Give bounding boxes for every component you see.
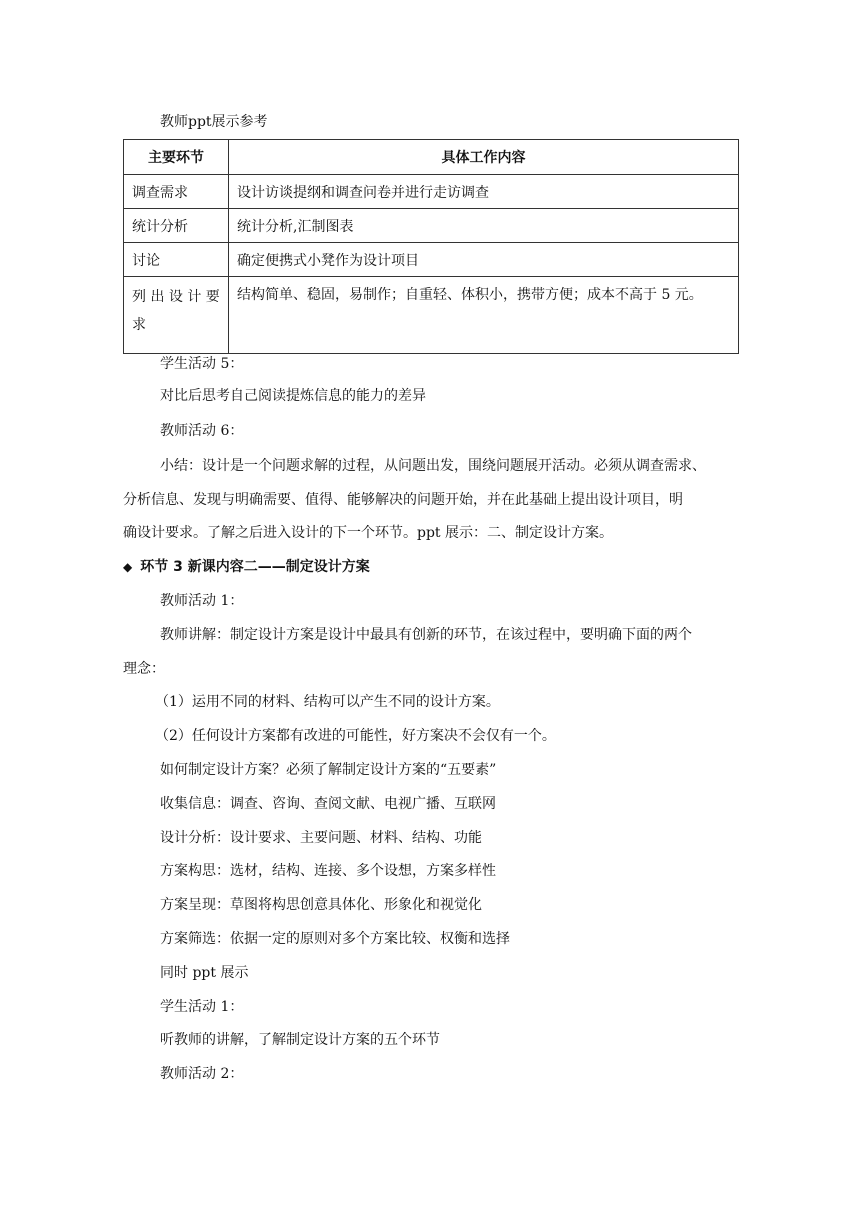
paragraph: 方案筛选：依据一定的原则对多个方案比较、权衡和选择 <box>160 931 510 947</box>
paragraph: 教师活动 2： <box>160 1066 244 1082</box>
table-header: 具体工作内容 <box>229 140 739 175</box>
table-row <box>124 175 739 209</box>
table-row <box>124 243 739 277</box>
paragraph: 小结：设计是一个问题求解的过程，从问题出发，围绕问题展开活动。必须从调查需求、 <box>160 458 706 474</box>
paragraph: 对比后思考自己阅读提炼信息的能力的差异 <box>160 388 426 404</box>
paragraph: 分析信息、发现与明确需要、值得、能够解决的问题开始，并在此基础上提出设计项目，明 <box>123 492 683 508</box>
table-header: 主要环节 <box>124 140 229 175</box>
paragraph: 教师讲解：制定设计方案是设计中最具有创新的环节，在该过程中，要明确下面的两个 <box>160 627 692 643</box>
paragraph: 听教师的讲解，了解制定设计方案的五个环节 <box>160 1032 440 1048</box>
table-cell: 统计分析,汇制图表 <box>229 209 739 243</box>
paragraph: 理念： <box>123 661 165 677</box>
paragraph: 如何制定设计方案？必须了解制定设计方案的“五要素” <box>160 762 497 778</box>
paragraph: （2）任何设计方案都有改进的可能性，好方案决不会仅有一个。 <box>155 728 556 744</box>
table-cell: 列 出 设 计 要 求 <box>124 277 229 354</box>
table-row <box>124 209 739 243</box>
paragraph: 同时 ppt 展示 <box>160 965 249 981</box>
intro-text: 教师ppt展示参考 <box>160 114 268 130</box>
paragraph: 方案构思：选材，结构、连接、多个设想，方案多样性 <box>160 863 496 879</box>
paragraph: （1）运用不同的材料、结构可以产生不同的设计方案。 <box>155 694 500 710</box>
paragraph: 设计分析：设计要求、主要问题、材料、结构、功能 <box>160 830 482 846</box>
diamond-bullet-icon: ◆ <box>123 560 133 574</box>
paragraph: 方案呈现：草图将构思创意具体化、形象化和视觉化 <box>160 897 482 913</box>
table-header-row <box>124 140 739 175</box>
work-table <box>123 139 739 354</box>
section-heading-text: 环节 3 新课内容二——制定设计方案 <box>140 559 370 575</box>
table-cell: 设计访谈提纲和调查问卷并进行走访调查 <box>229 175 739 209</box>
paragraph: 教师活动 6： <box>160 423 244 439</box>
table-cell: 讨论 <box>124 243 229 277</box>
table-cell: 统计分析 <box>124 209 229 243</box>
paragraph: 确设计要求。了解之后进入设计的下一个环节。ppt 展示：二、制定设计方案。 <box>123 525 613 541</box>
table-cell: 结构简单、稳固，易制作；自重轻、体积小，携带方便；成本不高于 5 元。 <box>229 277 739 354</box>
table-cell: 确定便携式小凳作为设计项目 <box>229 243 739 277</box>
paragraph: 学生活动 1： <box>160 999 244 1015</box>
section-heading <box>123 557 370 577</box>
paragraph: 教师活动 1： <box>160 593 244 609</box>
table-cell: 调查需求 <box>124 175 229 209</box>
paragraph: 学生活动 5： <box>160 356 244 372</box>
paragraph: 收集信息：调查、咨询、查阅文献、电视广播、互联网 <box>160 796 496 812</box>
table-row <box>124 277 739 354</box>
